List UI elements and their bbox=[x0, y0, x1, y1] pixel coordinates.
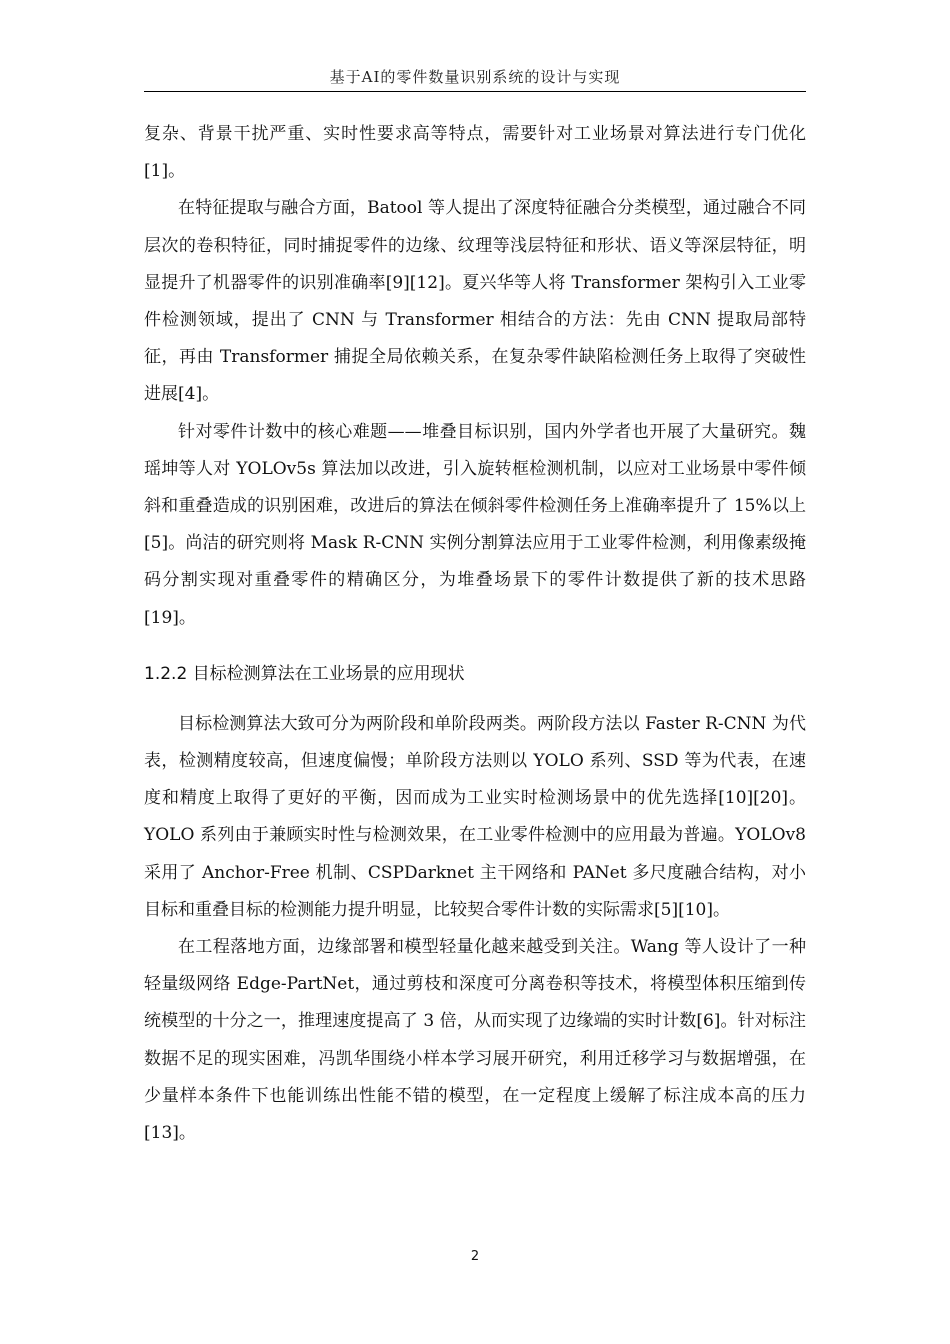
section-heading: 1.2.2 目标检测算法在工业场景的应用现状 bbox=[144, 663, 465, 684]
running-header: 基于AI的零件数量识别系统的设计与实现 bbox=[329, 68, 621, 86]
paragraph-stacked-detection: 针对零件计数中的核心难题——堆叠目标识别，国内外学者也开展了大量研究。魏瑶坤等人对 YOLOv5s 算法加以改进，引入旋转框检测机制，以应对工业场景中零件倾斜和重叠造成的识别困难，改进后的算法在倾斜零件检测任务上准确率提升了 15%以上[5]。尚洁的研究则将 Mask R-CNN 实例分割算法应用于工业零件检测，利用像素级掩码分割实现对重叠零件的精确区分，为堆叠场景下的零件计数提供了新的技术思路[19]。 bbox=[144, 421, 806, 628]
paragraph-continuation: 复杂、背景干扰严重、实时性要求高等特点，需要针对工业场景对算法进行专门优化[1]。 bbox=[144, 124, 806, 182]
page-number: 2 bbox=[470, 1249, 480, 1264]
paragraph-feature-fusion: 在特征提取与融合方面，Batool 等人提出了深度特征融合分类模型，通过融合不同层次的卷积特征，同时捕捉零件的边缘、纹理等浅层特征和形状、语义等深层特征，明显提升了机器零件的识别准确率[9][12]。夏兴华等人将 Transformer 架构引入工业零件检测领域，提出了 CNN 与 Transformer 相结合的方法：先由 CNN 提取局部特征，再由 Transformer 捕捉全局依赖关系，在复杂零件缺陷检测任务上取得了突破性进展[4]。 bbox=[144, 198, 806, 405]
paragraph-edge-deployment: 在工程落地方面，边缘部署和模型轻量化越来越受到关注。Wang 等人设计了一种轻量级网络 Edge-PartNet，通过剪枝和深度可分离卷积等技术，将模型体积压缩到传统模型的十分之一，推理速度提高了 3 倍，从而实现了边缘端的实时计数[6]。针对标注数据不足的现实困难，冯凯华围绕小样本学习展开研究，利用迁移学习与数据增强，在少量样本条件下也能训练出性能不错的模型，在一定程度上缓解了标注成本高的压力[13]。 bbox=[144, 937, 806, 1144]
header-divider bbox=[144, 91, 806, 92]
paragraph-detection-algorithms: 目标检测算法大致可分为两阶段和单阶段两类。两阶段方法以 Faster R-CNN 为代表，检测精度较高，但速度偏慢；单阶段方法则以 YOLO 系列、SSD 等为代表，在速度和精度上取得了更好的平衡，因而成为工业实时检测场景中的优先选择[10][20]。YOLO 系列由于兼顾实时性与检测效果，在工业零件检测中的应用最为普遍。YOLOv8 采用了 Anchor-Free 机制、CSPDarknet 主干网络和 PANet 多尺度融合结构，对小目标和重叠目标的检测能力提升明显，比较契合零件计数的实际需求[5][10]。 bbox=[144, 713, 807, 920]
page-body bbox=[144, 116, 806, 1152]
